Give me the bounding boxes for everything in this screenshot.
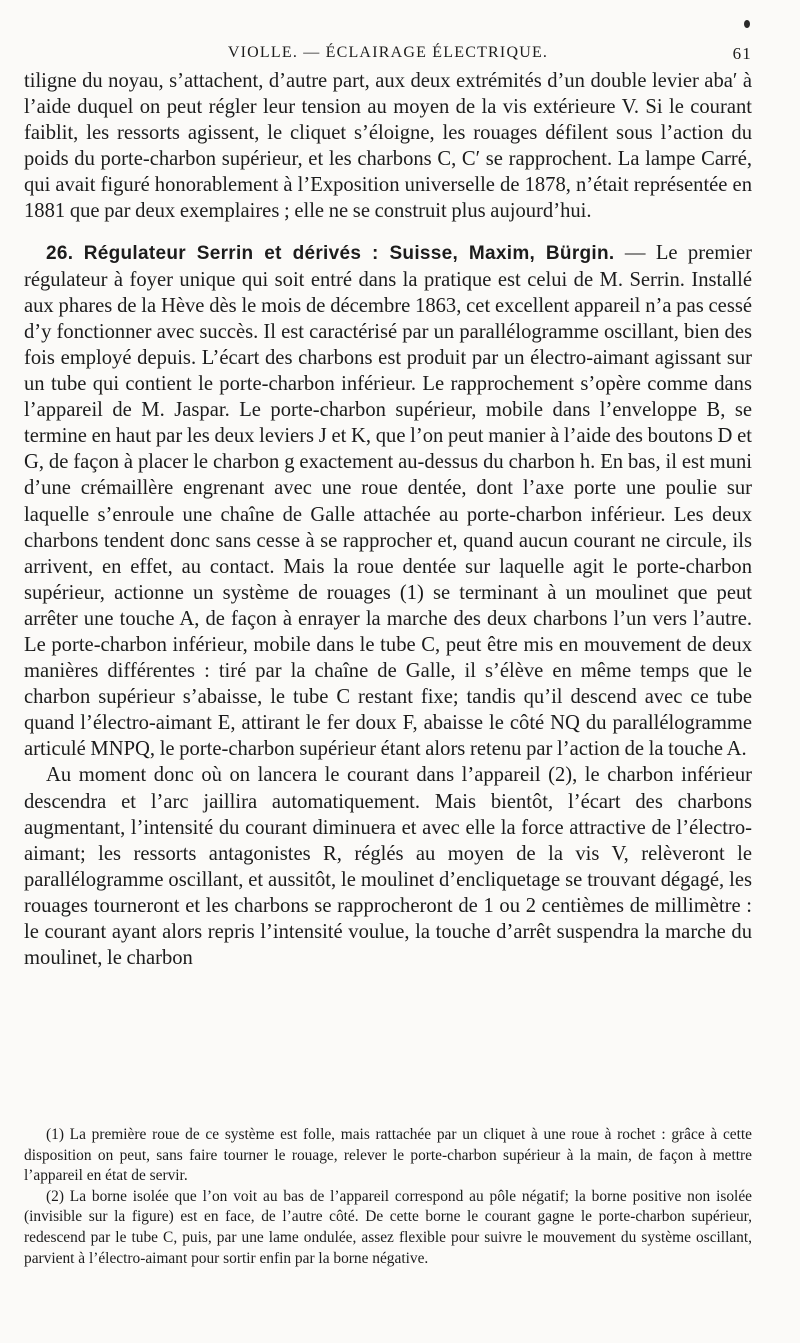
paragraph: Au moment donc où on lancera le courant dans l’appareil (2), le charbon inférieur descendra et l’arc jaillira automatiquement. Mais bientôt, l’écart des charbons augmentant, l’intensité du courant diminuera et avec elle la force attractive de l’électro-aimant; les ressorts antagonistes R, réglés au moyen de la vis V, relèveront le parallélogramme oscillant, et aussitôt, le moulinet d’encliquetage se trouvant dégagé, les rouages tourneront et les charbons se rapprocheront de 1 ou 2 centièmes de millimètre : le courant ayant alors repris l’intensité voulue, la touche d’arrêt suspendra la marche du moulinet, le charbon [24,764,752,970]
section-title: Régulateur Serrin et dérivés : Suisse, Maxim, Bürgin. [83,242,615,264]
running-head [24,44,752,66]
running-title: VIOLLE. — ÉCLAIRAGE ÉLECTRIQUE. [227,44,549,61]
footnote-1: (1) La première roue de ce système est folle, mais rattachée par un cliquet à une roue à rochet : grâce à cette disposition on peut, sans faire tourner le rouage, relever le porte-charbon supérieur à la main, de façon à mettre l’appareil en état de servir. [24,1126,752,1185]
ink-spot [744,20,750,28]
page-number: 61 [732,44,752,63]
paragraph-continued: tiligne du noyau, s’attachent, d’autre part, aux deux extrémités d’un double levier aba′ à l’aide duquel on peut régler leur tension au moyen de la vis extérieure V. Si le courant faiblit, les ressorts agissent, le cliquet s’éloigne, les rouages défilent sous l’action du poids du porte-charbon supérieur, et les charbons C, C′ se rapprochent. La lampe Carré, qui avait figuré honorablement à l’Exposition universelle de 1878, n’était représentée en 1881 que par deux exemplaires ; elle ne se construit plus aujourd’hui. [24,70,752,223]
section-number: 26. [46,242,74,264]
paragraph-section-26 [24,240,752,763]
book-page [24,0,752,1343]
footnote-2: (2) La borne isolée que l’on voit au bas de l’appareil correspond au pôle négatif; la borne positive non isolée (invisible sur la figure) est en face, de l’autre côté. De cette borne le courant gagne le porte-charbon supérieur, redescend par le tube C, puis, par une lame ondulée, assez flexible pour suivre le mouvement du système oscillant, parvient à l’électro-aimant pour sortir enfin par la borne négative. [24,1187,752,1267]
body-text [24,68,752,971]
section-text: — Le premier régulateur à foyer unique qui soit entré dans la pratique est celui de M. Serrin. Installé aux phares de la Hève dès le mois de décembre 1863, cet excellent appareil n’a pas cessé d’y fonctionner avec succès. Il est caractérisé par un parallélogramme oscillant, bien des fois employé depuis. L’écart des charbons est produit par un électro-aimant agissant sur un tube qui contient le porte-charbon inférieur. Le rapprochement s’opère comme dans l’appareil de M. Jaspar. Le porte-charbon supérieur, mobile dans l’enveloppe B, se termine en haut par les deux leviers J et K, que l’on peut manier à l’aide des boutons D et G, de façon à placer le charbon g exactement au-dessus du charbon h. En bas, il est muni d’une crémaillère engrenant avec une roue dentée, dont l’axe porte une poulie sur laquelle s’enroule une chaîne de Galle attachée au porte-charbon inférieur. Les deux charbons tendent donc sans cesse à se rapprocher et, quand aucun courant ne circule, ils arrivent, en effet, au contact. Mais la roue dentée sur laquelle agit le porte-charbon supérieur, actionne un système de rouages (1) se terminant à un moulinet que peut arrêter une touche A, de façon à enrayer la marche des deux charbons l’un vers l’autre. Le porte-charbon inférieur, mobile dans le tube C, peut être mis en mouvement de deux manières différentes : tiré par la chaîne de Galle, il s’élève en même temps que le charbon supérieur s’abaisse, le tube C restant fixe; tandis qu’il descend avec ce tube quand l’électro-aimant E, attirant le fer doux F, abaisse le côté NQ du parallélogramme articulé MNPQ, le porte-charbon supérieur étant alors retenu par l’action de la touche A. [24,241,752,761]
footnotes [24,1125,752,1269]
